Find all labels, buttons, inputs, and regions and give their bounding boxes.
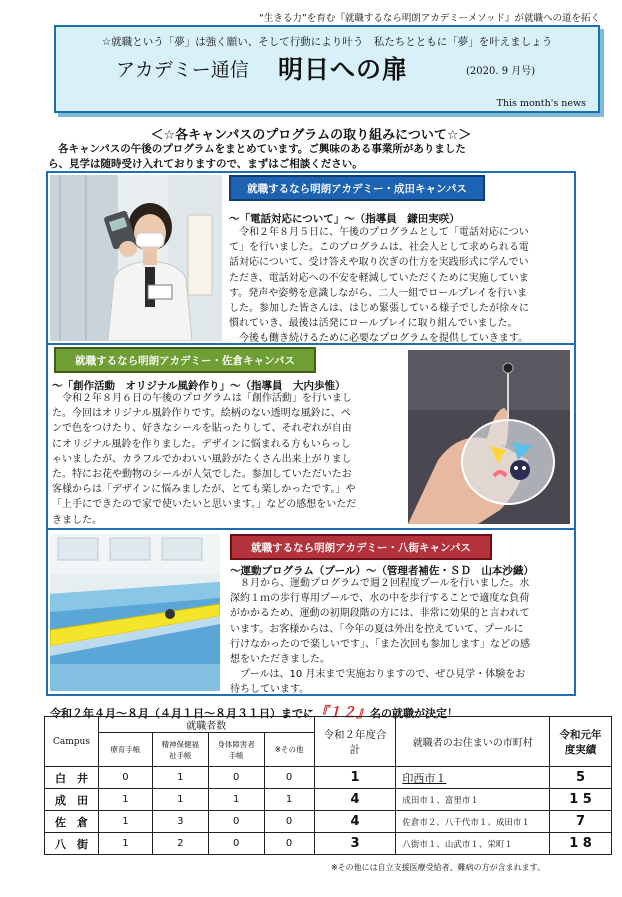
body-line: 今後も働き続けるために必要なプログラムを提供していきます。 [229, 333, 529, 345]
narita-body [229, 225, 569, 347]
body-line: 客様からは「デザインに悩みましたが、とても楽しかったです。」や [52, 484, 356, 496]
newsletter-title-main: 明日への扉 [278, 55, 409, 84]
row-count: 0 [264, 811, 314, 833]
row-count: 0 [264, 767, 314, 789]
body-line: がかかるため、運動の初期段階の方には、非常に効果的と言われて [230, 608, 530, 620]
intro-line: 各キャンパスの午後のプログラムをまとめています。ご興味のある事業所がありました [58, 143, 466, 155]
row-count: 1 [98, 789, 152, 811]
body-line: て」を行いました。このプログラムは、社会人として求められる電 [229, 242, 529, 254]
table-row [45, 789, 612, 811]
row-count: 0 [98, 767, 152, 789]
row-city: 佐倉市２、八千代市１、成田市１ [396, 811, 550, 833]
row-count: 1 [98, 833, 152, 855]
issue-date: (2020. 9 月号) [466, 66, 536, 77]
row-campus: 八 街 [45, 833, 99, 855]
rule [46, 171, 576, 173]
yachimata-subtitle: ～運動プログラム（プール）～（管理者補佐・ＳＤ 山本沙織） [230, 565, 534, 577]
sakura-subtitle: ～「創作活動 オリジナル風鈴作り」～（指導員 大内歩惟） [52, 380, 346, 392]
narita-subtitle: ～「電話対応について」～（指導員 鎌田実咲） [229, 213, 460, 225]
row-count: 1 [98, 811, 152, 833]
table-row [45, 811, 612, 833]
body-line: ンで色をつけたり、好きなシールを貼ったりして、それぞれが自由 [52, 423, 352, 435]
row-city: 成田市１、富里市１ [396, 789, 550, 811]
body-line: 令和２年８月６日の午後のプログラムは「創作活動」を行いまし [52, 393, 352, 404]
result-text-after: 名の就職が決定！ [370, 707, 458, 720]
header-city: 就職者のお住まいの市町村 [396, 717, 550, 767]
row-total: 1 [314, 767, 396, 789]
header-cumulative: 令和元年度実績 [550, 717, 612, 767]
subheader-shintai: 身体障害者手帳 [208, 733, 264, 767]
body-line: ただき、電話対応への不安を軽減していただくために実施していま [229, 272, 529, 284]
intro-text [48, 142, 608, 172]
body-line: にオリジナル風鈴を作りました。デザインに悩まれる方もいらっし [52, 438, 351, 450]
yachimata-photo [50, 534, 220, 691]
row-campus: 佐 倉 [45, 811, 99, 833]
row-count: 0 [208, 811, 264, 833]
table-row [45, 833, 612, 855]
row-count: 1 [264, 789, 314, 811]
subheader-ryoiku: 療育手帳 [98, 733, 152, 767]
row-count: 1 [208, 789, 264, 811]
body-line: 行けなかったので楽しいです」、「また次回も参加します」などの感 [230, 638, 530, 650]
rule [574, 171, 576, 696]
row-campus: 成 田 [45, 789, 99, 811]
body-line: す。発声や姿勢を意識しながら、二人一組でロールプレイを行いま [229, 287, 528, 299]
row-total: 3 [314, 833, 396, 855]
row-total: 4 [314, 811, 396, 833]
row-city: 八街市１、山武市１、栄町１ [396, 833, 550, 855]
sakura-photo [408, 350, 570, 524]
news-label: This month's news [496, 98, 586, 109]
row-campus: 白 井 [45, 767, 99, 789]
body-line: ８月から、運動プログラムで週２回程度プールを行いました。水 [230, 578, 530, 589]
narita-campus-label: 就職するなら明朗アカデミー・成田キャンパス [229, 175, 485, 201]
result-number: 『１２』 [314, 705, 370, 721]
rule [46, 171, 48, 696]
body-line: ゃいましたが、カラフルでかわいい風鈴がたくさん出来上がりまし [52, 453, 352, 465]
body-line: 待ちしています。 [230, 684, 310, 696]
row-cumulative: 1 8 [550, 833, 612, 855]
yachimata-campus-label: 就職するなら明朗アカデミー・八街キャンパス [230, 534, 492, 560]
row-cumulative: 7 [550, 811, 612, 833]
row-count: 0 [264, 833, 314, 855]
body-line: 「上手にできたので家で使いたいと思います。」などの感想をいただ [52, 499, 357, 511]
section-heading: ＜☆各キャンパスのプログラムの取り組みについて☆＞ [150, 128, 472, 143]
row-count: 0 [208, 833, 264, 855]
sakura-body [52, 391, 400, 528]
narita-photo [50, 175, 222, 341]
sakura-campus-label: 就職するなら明朗アカデミー・佐倉キャンパス [54, 347, 316, 373]
body-line: た。今回はオリジナル風鈴作りです。絵柄のない透明な風鈴に、ペ [52, 408, 351, 420]
tagline: “生きる力”を育む『就職するなら明朗アカデミーメソッド』が就職への道を拓く [258, 13, 600, 24]
employment-table [44, 716, 612, 855]
body-line: した。参加した皆さんは、はじめ緊張している様子でしたが徐々に [229, 303, 529, 315]
row-total: 4 [314, 789, 396, 811]
row-cumulative: 5 [550, 767, 612, 789]
row-count: 1 [152, 789, 208, 811]
result-text-before: 令和２年４月～８月（４月１日～８月３１日）までに [50, 707, 314, 720]
body-line: プールは、10 月末まで実施おりますので、ぜひ見学・体験をお [230, 669, 526, 681]
body-line: た。特にお花や動物のシールが人気でした。参加していただいたお [52, 469, 352, 481]
newsletter-title: アカデミー通信 [116, 59, 249, 81]
row-cumulative: 1 5 [550, 789, 612, 811]
header-total: 令和２年度合計 [314, 717, 396, 767]
masthead [54, 25, 600, 113]
body-line: きました。 [52, 514, 102, 526]
masthead-motto: ☆就職という「夢」は強く願い、そして行動により叶う 私たちとともに「夢」を叶えましょう [101, 36, 553, 48]
body-line: います。お客様からは、「今年の夏は外出を控えていて、プールに [230, 623, 524, 635]
body-line: 想をいただきました。 [230, 654, 330, 666]
subheader-seishin: 精神保健福祉手帳 [152, 733, 208, 767]
header-employment-count: 就職者数 [98, 717, 314, 733]
rule [46, 528, 576, 530]
row-count: 3 [152, 811, 208, 833]
row-count: 1 [152, 767, 208, 789]
body-line: 令和２年８月５日に、午後のプログラムとして「電話対応につい [229, 227, 529, 238]
body-line: 深約１ｍの歩行専用プールで、水の中を歩行することで適度な負荷 [230, 593, 530, 605]
body-line: 慣れていき、最後は活発にロールプレイに取り組んでいました。 [229, 318, 518, 330]
yachimata-body [230, 576, 570, 698]
intro-line: ら、見学は随時受け入れておりますので、まずはご相談ください。 [48, 158, 363, 170]
footnote: ※その他には自立支援医療受給者、難病の方が含まれます。 [330, 863, 545, 872]
header-campus: Campus [45, 717, 99, 767]
table-row [45, 767, 612, 789]
row-count: 2 [152, 833, 208, 855]
body-line: 話対応について、受け答えや取り次ぎの仕方を実践形式に学んでい [229, 257, 529, 269]
row-city: 印西市１ [396, 767, 550, 789]
row-count: 0 [208, 767, 264, 789]
subheader-other: ※その他 [264, 733, 314, 767]
